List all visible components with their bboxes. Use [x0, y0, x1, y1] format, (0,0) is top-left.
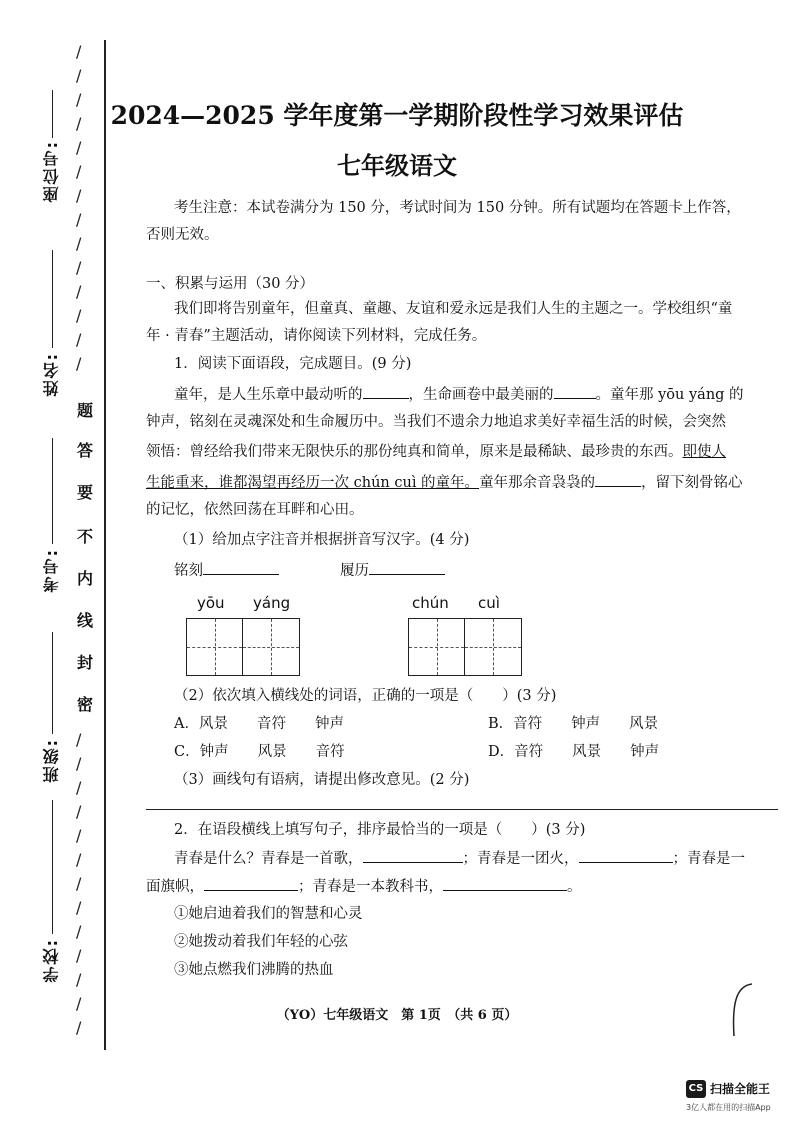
passage-line-3: 领悟：曾经给我们带来无限快乐的那份纯真和简单，原来是最稀缺、最珍贵的东西。即使人	[146, 444, 726, 460]
section-intro-2: 年 · 青春”主题活动，请你阅读下列材料，完成任务。	[146, 328, 487, 344]
writing-grid-2[interactable]	[408, 618, 522, 676]
pinyin-label: chún	[412, 594, 449, 612]
section-heading: 一、积累与运用（30 分）	[146, 276, 315, 292]
exam-number-line	[52, 438, 53, 544]
answer-blank	[203, 560, 279, 575]
answer-blank	[363, 848, 463, 863]
class-line	[52, 632, 53, 734]
seal-word: 封	[77, 653, 94, 672]
pinyin-label: yōu	[197, 594, 225, 612]
binding-line	[104, 40, 106, 1050]
word-item-2: 履历	[340, 560, 445, 581]
answer-blank	[363, 384, 409, 399]
page-footer: （YO）七年级语文 第 1页 （共 6 页）	[276, 1008, 518, 1023]
passage-line-2: 钟声，铭刻在灵魂深处和生命履历中。当我们不遗余力地追求美好幸福生活的时候，会突然	[146, 414, 726, 430]
question-2-stem: 2．在语段横线上填写句子，排序最恰当的一项是（ ）(3 分)	[174, 822, 586, 838]
scanner-app-name: 扫描全能王	[710, 1082, 771, 1096]
answer-blank	[369, 560, 445, 575]
writing-grid-1[interactable]	[186, 618, 300, 676]
passage-line-1: 童年，是人生乐章中最动听的 ，生命画卷中最美丽的 。童年那 yōu yáng 的	[174, 384, 744, 405]
section-intro-1: 我们即将告别童年，但童真、童趣、友谊和爱永远是我们人生的主题之一。学校组织“童	[174, 301, 733, 317]
seal-word: 要	[77, 483, 94, 502]
sub-question-1: （1）给加点字注音并根据拼音写汉字。(4 分)	[174, 532, 470, 548]
answer-separator-line	[146, 809, 778, 810]
answer-blank	[554, 384, 596, 399]
sub-question-3: （3）画线句有语病，请提出修改意见。(2 分)	[174, 772, 470, 788]
notice-line-1: 考生注意：本试卷满分为 150 分，考试时间为 150 分钟。所有试题均在答题卡上作答，	[174, 200, 741, 216]
student-name-label: 姓名:	[42, 352, 61, 397]
passage-line-5: 的记忆，依然回荡在耳畔和心田。	[146, 502, 364, 518]
sub-question-2: （2）依次填入横线处的词语，正确的一项是（ ）(3 分)	[174, 688, 557, 704]
school-label: 学校:	[42, 938, 61, 983]
pinyin-label: cuì	[478, 594, 500, 612]
q2-item-1: ①她启迪着我们的智慧和心灵	[174, 906, 363, 922]
option-c: C．钟声 风景 音符	[174, 744, 345, 760]
seal-word: 答	[77, 441, 94, 460]
seal-word: 密	[77, 695, 94, 714]
answer-blank	[204, 876, 298, 891]
grid-cell	[243, 619, 299, 675]
q2-item-3: ③她点燃我们沸腾的热血	[174, 962, 334, 978]
exam-title: 2024—2025 学年度第一学期阶段性学习效果评估	[110, 101, 684, 130]
seal-word: 不	[77, 527, 94, 546]
subject-title: 七年级语文	[337, 151, 457, 180]
underlined-sentence: 生能重来，谁都渴望再经历一次 chún cuì 的童年。	[146, 475, 480, 491]
q2-item-2: ②她拨动着我们年轻的心弦	[174, 934, 348, 950]
q2-line-1: 青春是什么？青春是一首歌， ；青春是一团火， ；青春是一	[174, 848, 745, 869]
cs-logo-icon: CS	[686, 1080, 706, 1098]
scanner-app-tagline: 3亿人都在用的扫描App	[686, 1103, 771, 1112]
grid-cell	[409, 619, 465, 675]
seal-line-column: / / / / / / / / / / / / / / 题 答 要 不 内 线 封 密 / / / / / / / / / / / / /	[76, 42, 94, 1037]
seal-word: 线	[77, 611, 94, 630]
pen-mark	[722, 980, 762, 1040]
notice-line-2: 否则无效。	[146, 227, 219, 243]
option-a: A．风景 音符 钟声	[174, 716, 344, 732]
seal-word: 内	[77, 569, 94, 588]
seat-number-label: 座位号:	[42, 140, 61, 203]
answer-blank	[595, 472, 641, 487]
pinyin-label: yáng	[253, 594, 291, 612]
word-item-1: 铭刻	[174, 560, 279, 581]
grid-cell	[465, 619, 521, 675]
student-name-line	[52, 250, 53, 348]
school-line	[52, 800, 53, 934]
option-d: D．音符 风景 钟声	[488, 744, 660, 760]
seal-word: 题	[77, 401, 94, 420]
option-b: B．音符 钟声 风景	[488, 716, 659, 732]
passage-line-4: 生能重来，谁都渴望再经历一次 chún cuì 的童年。童年那余音袅袅的 ，留下刻骨铭心	[146, 472, 743, 493]
question-1-stem: 1．阅读下面语段，完成题目。(9 分)	[174, 356, 412, 372]
underlined-sentence: 即使人	[682, 444, 726, 460]
exam-number-label: 考号:	[42, 548, 61, 593]
q2-line-2: 面旗帜， ；青春是一本教科书， 。	[146, 876, 582, 897]
class-label: 班级:	[42, 738, 61, 783]
grid-cell	[187, 619, 243, 675]
answer-blank	[579, 848, 673, 863]
answer-blank	[443, 876, 567, 891]
